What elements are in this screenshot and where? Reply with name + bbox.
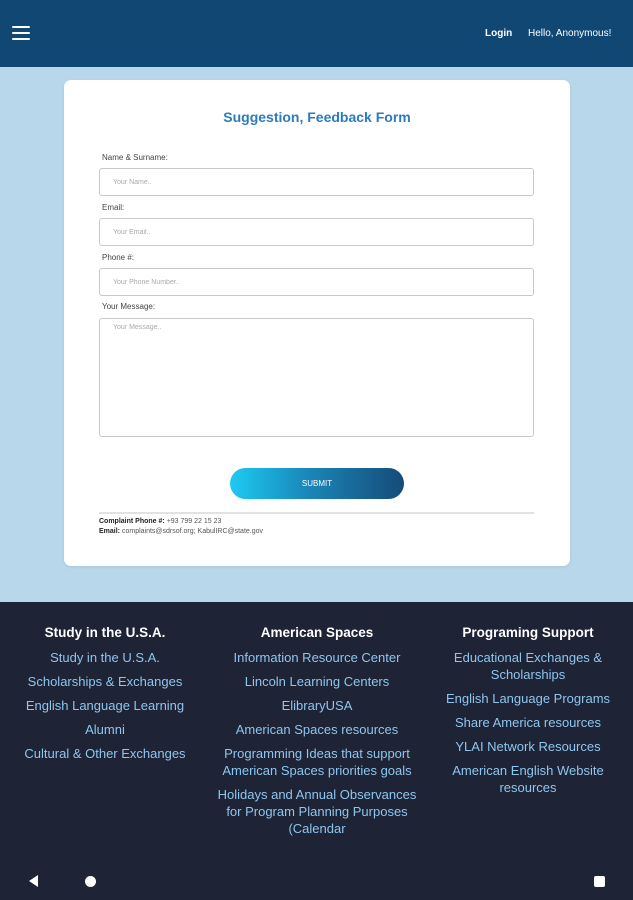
name-label: Name & Surname: bbox=[102, 153, 168, 162]
footer-link[interactable]: Scholarships & Exchanges bbox=[27, 674, 183, 689]
top-app-bar bbox=[0, 0, 633, 67]
footer-link[interactable]: Programming Ideas that support American Spaces priorities goals bbox=[222, 746, 412, 778]
system-navigation-bar bbox=[0, 868, 633, 900]
back-icon[interactable] bbox=[29, 875, 38, 887]
email-input[interactable] bbox=[99, 218, 534, 246]
greeting-text: Hello, Anonymous! bbox=[528, 28, 612, 39]
complaint-phone-value: +93 799 22 15 23 bbox=[166, 518, 222, 525]
complaint-phone-line bbox=[99, 518, 221, 525]
phone-label: Phone #: bbox=[102, 253, 135, 262]
complaint-email-label: Email: bbox=[99, 528, 121, 535]
footer-link[interactable]: Educational Exchanges & Scholarships bbox=[453, 650, 603, 682]
message-textarea[interactable] bbox=[99, 318, 534, 437]
recent-apps-icon[interactable] bbox=[594, 876, 605, 887]
complaint-phone-label: Complaint Phone #: bbox=[99, 518, 165, 525]
form-title: Suggestion, Feedback Form bbox=[223, 109, 411, 125]
divider bbox=[99, 512, 534, 514]
feedback-form-card bbox=[64, 80, 570, 566]
home-icon[interactable] bbox=[85, 876, 96, 887]
footer-link[interactable]: Lincoln Learning Centers bbox=[244, 674, 390, 689]
footer-column-programing-support bbox=[433, 625, 623, 803]
footer-link[interactable]: Holidays and Annual Observances for Program Planning Purposes (Calendar bbox=[217, 787, 417, 836]
footer-column-american-spaces bbox=[217, 625, 417, 844]
footer-column-title: Study in the U.S.A. bbox=[44, 625, 166, 640]
footer-link[interactable]: ElibraryUSA bbox=[281, 698, 353, 713]
footer-link[interactable]: YLAI Network Resources bbox=[455, 739, 601, 754]
footer-link[interactable]: Alumni bbox=[85, 722, 125, 737]
footer-column-title: Programing Support bbox=[462, 625, 594, 640]
footer-link[interactable]: Study in the U.S.A. bbox=[50, 650, 160, 665]
footer-link[interactable]: American Spaces resources bbox=[235, 722, 399, 737]
login-link[interactable]: Login bbox=[485, 28, 513, 39]
footer-link[interactable]: Information Resource Center bbox=[233, 650, 401, 665]
footer-link[interactable]: American English Website resources bbox=[452, 763, 604, 795]
phone-input[interactable] bbox=[99, 268, 534, 296]
complaint-email-line bbox=[99, 528, 263, 535]
footer-link[interactable]: Cultural & Other Exchanges bbox=[24, 746, 186, 761]
footer-link[interactable]: English Language Programs bbox=[445, 691, 611, 706]
complaint-email-value: complaints@sdrsof.org; KabulIRC@state.gov bbox=[121, 528, 264, 535]
footer bbox=[0, 602, 633, 900]
name-input[interactable] bbox=[99, 168, 534, 196]
message-label: Your Message: bbox=[102, 302, 156, 311]
hamburger-menu-icon[interactable] bbox=[12, 26, 30, 40]
submit-button[interactable]: SUBMIT bbox=[230, 468, 404, 499]
footer-column-study bbox=[10, 625, 200, 769]
footer-link[interactable]: Share America resources bbox=[455, 715, 601, 730]
footer-link[interactable]: English Language Learning bbox=[25, 698, 185, 713]
footer-column-title: American Spaces bbox=[260, 625, 374, 640]
email-label: Email: bbox=[102, 203, 125, 212]
